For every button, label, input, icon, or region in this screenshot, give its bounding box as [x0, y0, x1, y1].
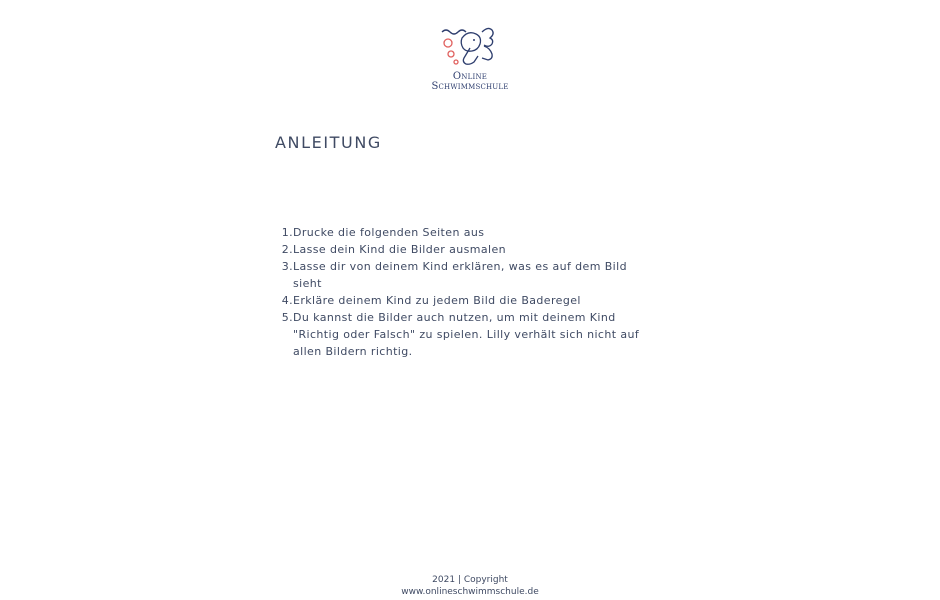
list-item-number: 1. [281, 226, 293, 239]
list-item [275, 292, 645, 309]
instruction-list [275, 224, 645, 360]
footer-copyright: 2021 | Copyright [432, 575, 508, 585]
list-item-number: 5. [281, 311, 293, 324]
list-item-number: 4. [281, 294, 293, 307]
logo-text-schwimmschule: Schwimmschule [431, 81, 509, 92]
list-item [275, 224, 645, 241]
swimmer-bubbles-logo-icon [440, 24, 500, 70]
logo-text-online: Online [452, 71, 488, 82]
list-item [275, 258, 645, 292]
list-item-text: Erkläre deinem Kind zu jedem Bild die Baderegel [293, 294, 581, 307]
list-item-text: Drucke die folgenden Seiten aus [293, 226, 485, 239]
list-item-number: 2. [281, 243, 293, 256]
list-item-text: Du kannst die Bilder auch nutzen, um mit deinem Kind "Richtig oder Falsch" zu spielen. Lilly verhält sich nicht auf allen Bildern richtig. [293, 311, 640, 358]
footer-url: www.onlineschwimmschule.de [401, 587, 539, 597]
list-item [275, 241, 645, 258]
list-item-number: 3. [281, 260, 293, 273]
logo [420, 24, 520, 92]
list-item-text: Lasse dein Kind die Bilder ausmalen [293, 243, 507, 256]
page-title: ANLEITUNG [275, 133, 382, 152]
list-item [275, 309, 645, 360]
footer [370, 574, 570, 598]
list-item-text: Lasse dir von deinem Kind erklären, was es auf dem Bild sieht [293, 260, 627, 290]
